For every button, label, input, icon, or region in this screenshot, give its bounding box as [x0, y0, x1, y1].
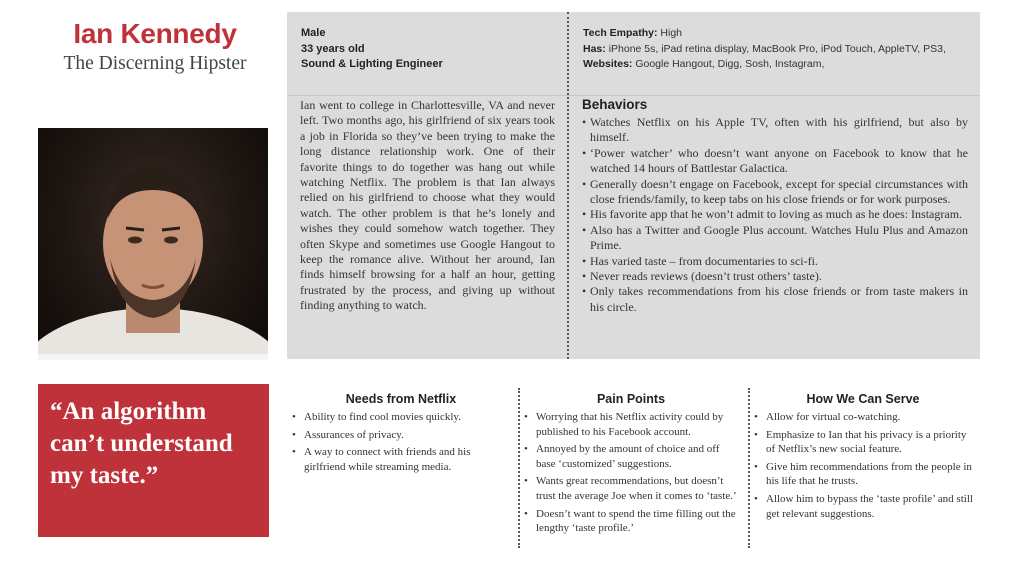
list-item: • Generally doesn’t engage on Facebook, except for special circumstances with close friends/family, to keep tabs on his close friends or for work purposes. — [582, 177, 968, 208]
list-item: • Ability to find cool movies quickly. — [290, 410, 512, 425]
gender: Male — [301, 27, 326, 39]
list-item: • Allow him to bypass the ‘taste profile’ and still get relevant suggestions. — [752, 492, 974, 521]
needs-title: Needs from Netflix — [345, 392, 457, 406]
persona-name: Ian Kennedy — [73, 18, 237, 49]
devices-value: iPhone 5s, iPad retina display, MacBook Pro, iPod Touch, AppleTV, PS3, — [608, 42, 946, 55]
persona-quote: “An algorithm can’t understand my taste.” — [50, 398, 233, 489]
list-item: • Wants great recommendations, but doesn’t trust the average Joe when it comes to ‘taste.’ — [522, 474, 740, 503]
list-item: • Also has a Twitter and Google Plus account. Watches Hulu Plus and Amazon Prime. — [582, 223, 968, 254]
behaviors-list — [582, 115, 968, 315]
profile-panel — [287, 12, 980, 359]
list-item: • Watches Netflix on his Apple TV, often with his girlfriend, but also by himself. — [582, 115, 968, 146]
column-divider — [748, 388, 750, 548]
occupation: Sound & Lighting Engineer — [301, 58, 443, 70]
list-item: • A way to connect with friends and his girlfriend while streaming media. — [290, 445, 512, 474]
list-item: • Annoyed by the amount of choice and off base ‘customized’ suggestions. — [522, 442, 740, 471]
list-item: • Allow for virtual co-watching. — [752, 410, 974, 425]
websites-value: Google Hangout, Digg, Sosh, Instagram, — [635, 58, 825, 70]
persona-tagline: The Discerning Hipster — [63, 53, 247, 74]
panel-vertical-divider — [567, 12, 569, 359]
list-item: • Give him recommendations from the people in his life that he trusts. — [752, 460, 974, 489]
list-item: • Only takes recommendations from his close friends or from taste makers in his circle. — [582, 284, 968, 315]
websites — [583, 57, 968, 73]
tech-info — [583, 26, 968, 73]
age: 33 years old — [301, 42, 365, 55]
tech-empathy-label: Tech Empathy: — [583, 27, 658, 39]
list-item: • Emphasize to Ian that his privacy is a priority of Netflix’s new social feature. — [752, 428, 974, 457]
serve-title: How We Can Serve — [806, 392, 920, 406]
list-item: • Worrying that his Netflix activity could by published to his Facebook account. — [522, 410, 740, 439]
persona-bio: Ian went to college in Charlottesville, VA and never left. Two months ago, his girlfriend of six years took a job in Florida so they’ve been trying to make the long distance relationship work. One of their favorite things to do together was hang out while watching Netflix. The problem is that Ian always relied on his girlfriend to choose what they would watch. The other problem is that he’s lonely and wishes they could somehow watch together. They often Skype and sometimes use Google Hangout to keep the romance alive. Without her around, Ian finds himself browsing for a half an hour, getting frustrated by the process, and giving up without finding anything to watch. — [300, 98, 555, 313]
persona-photo — [38, 128, 268, 360]
pain-points-title: Pain Points — [596, 392, 666, 406]
list-item: • Never reads reviews (doesn’t trust others’ taste). — [582, 269, 968, 284]
list-item: • His favorite app that he won’t admit to loving as much as he does: Instagram. — [582, 207, 968, 222]
panel-divider — [287, 95, 980, 96]
websites-label: Websites: — [583, 58, 633, 70]
pain-points-column — [522, 392, 740, 539]
tech-empathy-value: High — [660, 27, 683, 39]
serve-column — [752, 392, 974, 524]
devices-label: Has: — [583, 42, 606, 55]
tech-empathy — [583, 26, 968, 42]
list-item: • ‘Power watcher’ who doesn’t want anyone on Facebook to know that he watched 14 hours of Battlestar Galactica. — [582, 146, 968, 177]
column-divider — [518, 388, 520, 548]
list-item: • Has varied taste – from documentaries to sci-fi. — [582, 254, 968, 269]
list-item: • Assurances of privacy. — [290, 428, 512, 443]
needs-column — [290, 392, 512, 477]
list-item: • Doesn’t want to spend the time filling out the lengthy ‘taste profile.’ — [522, 507, 740, 536]
devices — [583, 42, 968, 58]
demographics — [301, 26, 443, 73]
behaviors-title: Behaviors — [582, 97, 648, 112]
persona-quote-box — [38, 384, 269, 537]
